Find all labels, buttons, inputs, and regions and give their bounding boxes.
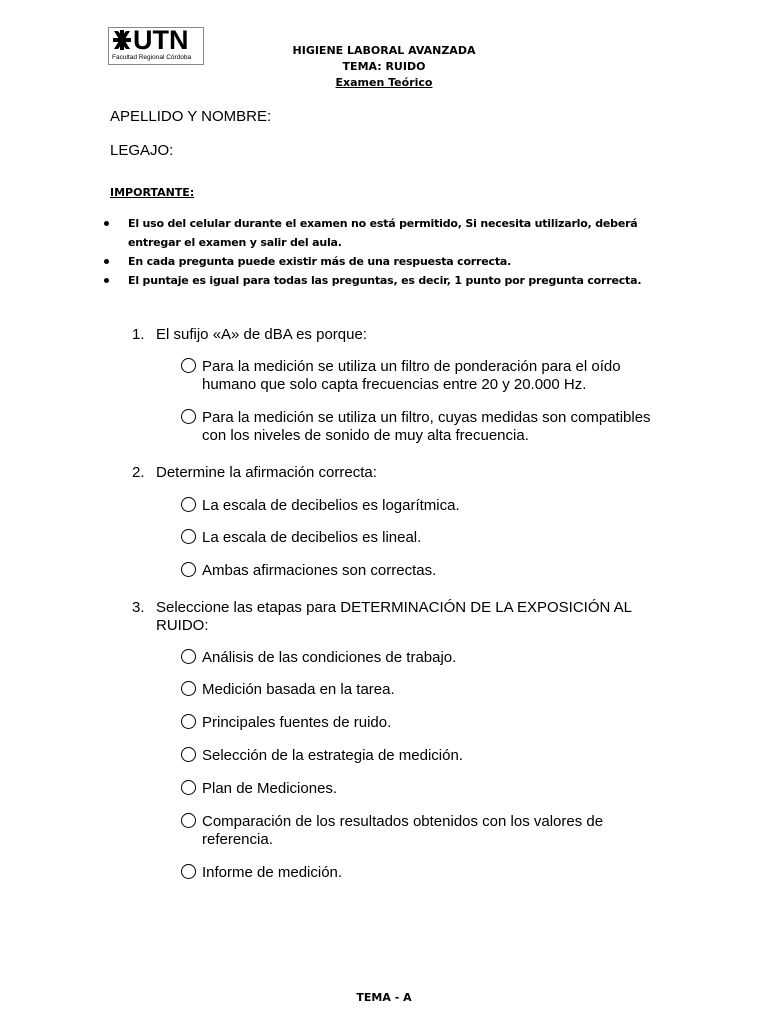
logo-letters: UTN [133,25,189,55]
legajo-field-label: LEGAJO: [110,142,174,159]
question-2-option-2[interactable] [181,529,651,547]
course-title: HIGIENE LABORAL AVANZADA [292,44,476,57]
question-3-option-2[interactable] [181,681,651,699]
radio-circle-icon[interactable] [181,358,196,373]
option-text: La escala de decibelios es lineal. [202,529,422,546]
note-item: En cada pregunta puede existir más de una respuesta correcta. [104,252,644,271]
question-1-option-2[interactable] [181,409,651,445]
question-text: Determine la afirmación correcta: [156,464,377,481]
option-text: Principales fuentes de ruido. [202,714,392,731]
note-item: El uso del celular durante el examen no está permitido, Si necesita utilizarlo, deberá entregar el examen y salir del aula. [104,214,644,252]
question-3-option-3[interactable] [181,714,651,732]
name-field-label: APELLIDO Y NOMBRE: [110,108,272,125]
exam-type: Examen Teórico [335,76,433,89]
question-1-option-1[interactable] [181,358,651,394]
radio-circle-icon[interactable] [181,529,196,544]
question-2-option-1[interactable] [181,497,651,515]
topic-title: TEMA: RUIDO [342,60,426,73]
radio-circle-icon[interactable] [181,747,196,762]
radio-circle-icon[interactable] [181,649,196,664]
option-text: La escala de decibelios es logarítmica. [202,497,460,514]
radio-circle-icon[interactable] [181,714,196,729]
option-text: Para la medición se utiliza un filtro de ponderación para el oído humano que solo capta frecuencias entre 20 y 20.000 Hz. [202,358,621,393]
question-3-option-4[interactable] [181,747,651,765]
radio-circle-icon[interactable] [181,497,196,512]
question-2-option-3[interactable] [181,562,651,580]
footer-tema: TEMA - A [356,991,412,1004]
radio-circle-icon[interactable] [181,780,196,795]
question-number: 2. [132,464,145,481]
important-title: IMPORTANTE: [110,186,195,199]
option-text: Comparación de los resultados obtenidos con los valores de referencia. [202,813,604,848]
question-text: Seleccione las etapas para DETERMINACIÓN DE LA EXPOSICIÓN AL RUIDO: [156,599,632,634]
option-text: Para la medición se utiliza un filtro, cuyas medidas son compatibles con los niveles de sonido de muy alta frecuencia. [202,409,651,444]
option-text: Plan de Mediciones. [202,780,338,797]
important-notes [104,214,644,290]
question-1 [132,326,672,344]
logo-subtitle: Facultad Regional Córdoba [112,54,192,61]
question-2 [132,464,672,482]
question-number: 3. [132,599,145,616]
question-number: 1. [132,326,145,343]
question-3-option-6[interactable] [181,813,651,849]
bullet-icon [104,278,109,283]
radio-circle-icon[interactable] [181,813,196,828]
radio-circle-icon[interactable] [181,864,196,879]
option-text: Informe de medición. [202,864,343,881]
option-text: Selección de la estrategia de medición. [202,747,463,764]
option-text: Ambas afirmaciones son correctas. [202,562,437,579]
radio-circle-icon[interactable] [181,681,196,696]
option-text: Medición basada en la tarea. [202,681,395,698]
question-3-option-7[interactable] [181,864,651,882]
question-3-option-1[interactable] [181,649,651,667]
question-text: El sufijo «A» de dBA es porque: [156,326,367,343]
note-item: El puntaje es igual para todas las preguntas, es decir, 1 punto por pregunta correcta. [104,271,644,290]
bullet-icon [104,259,109,264]
question-3-option-5[interactable] [181,780,651,798]
radio-circle-icon[interactable] [181,562,196,577]
option-text: Análisis de las condiciones de trabajo. [202,649,457,666]
radio-circle-icon[interactable] [181,409,196,424]
question-3 [132,599,672,635]
bullet-icon [104,221,109,226]
